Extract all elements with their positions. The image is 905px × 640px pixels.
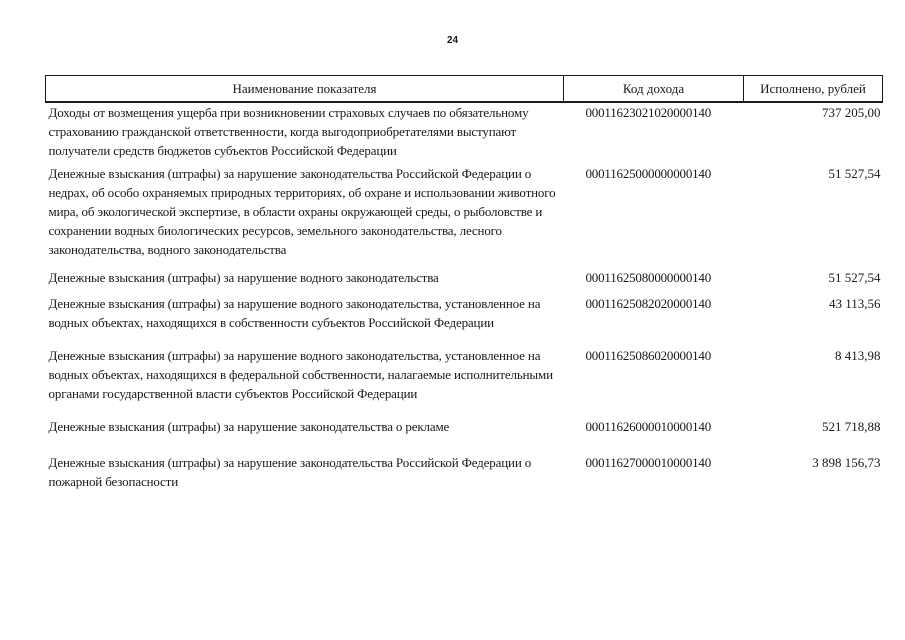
row-indicator-name: Денежные взыскания (штрафы) за нарушение водного законодательства, установленное на водных объектах, находящихся в федеральной собственности, налагаемые исполнительными органами государственной власти субъектов Российской Федерации	[48, 348, 553, 401]
table-row	[46, 294, 883, 346]
table-row	[46, 417, 883, 453]
table-row	[46, 102, 883, 164]
table-row	[46, 453, 883, 491]
header-indicator-name: Наименование показателя	[46, 76, 564, 103]
revenue-table	[45, 75, 883, 491]
row-revenue-code: 00011625086020000140	[585, 348, 712, 363]
row-revenue-code: 00011626000010000140	[585, 419, 712, 434]
row-indicator-name: Денежные взыскания (штрафы) за нарушение законодательства Российской Федерации о пожарной безопасности	[48, 455, 532, 489]
row-revenue-code: 00011623021020000140	[585, 105, 712, 120]
row-executed-amount: 8 413,98	[835, 348, 881, 363]
header-executed-amount: Исполнено, рублей	[744, 76, 883, 103]
row-indicator-name: Денежные взыскания (штрафы) за нарушение водного законодательства, установленное на водных объектах, находящихся в собственности субъектов Российской Федерации	[48, 296, 541, 330]
row-revenue-code: 00011627000010000140	[585, 455, 712, 470]
table-row	[46, 268, 883, 294]
header-revenue-code: Код дохода	[564, 76, 744, 103]
row-executed-amount: 737 205,00	[822, 105, 881, 120]
row-indicator-name: Доходы от возмещения ущерба при возникновении страховых случаев по обязательному страхованию гражданской ответственности, когда выгодоприобретателями выступают получатели средств бюджетов субъектов Российской Федерации	[48, 105, 529, 158]
row-indicator-name: Денежные взыскания (штрафы) за нарушение законодательства Российской Федерации о недрах, об особо охраняемых природных территориях, об охране и использовании животного мира, об экологической экспертизе, в области охраны окружающей среды, о рыболовстве и сохранении водных биологических ресурсов, земельного законодательства, лесного законодательства, водного законодательства	[48, 166, 556, 257]
row-indicator-name: Денежные взыскания (штрафы) за нарушение водного законодательства	[48, 270, 439, 285]
row-revenue-code: 00011625000000000140	[585, 166, 712, 181]
row-revenue-code: 00011625082020000140	[585, 296, 712, 311]
row-executed-amount: 3 898 156,73	[812, 455, 881, 470]
table-row	[46, 164, 883, 268]
table-row	[46, 346, 883, 417]
row-executed-amount: 43 113,56	[828, 296, 881, 311]
row-executed-amount: 51 527,54	[828, 166, 881, 181]
page-number: 24	[446, 35, 459, 46]
row-revenue-code: 00011625080000000140	[585, 270, 712, 285]
row-executed-amount: 51 527,54	[828, 270, 881, 285]
row-executed-amount: 521 718,88	[822, 419, 881, 434]
row-indicator-name: Денежные взыскания (штрафы) за нарушение законодательства о рекламе	[48, 419, 450, 434]
table-header-row	[46, 76, 883, 103]
